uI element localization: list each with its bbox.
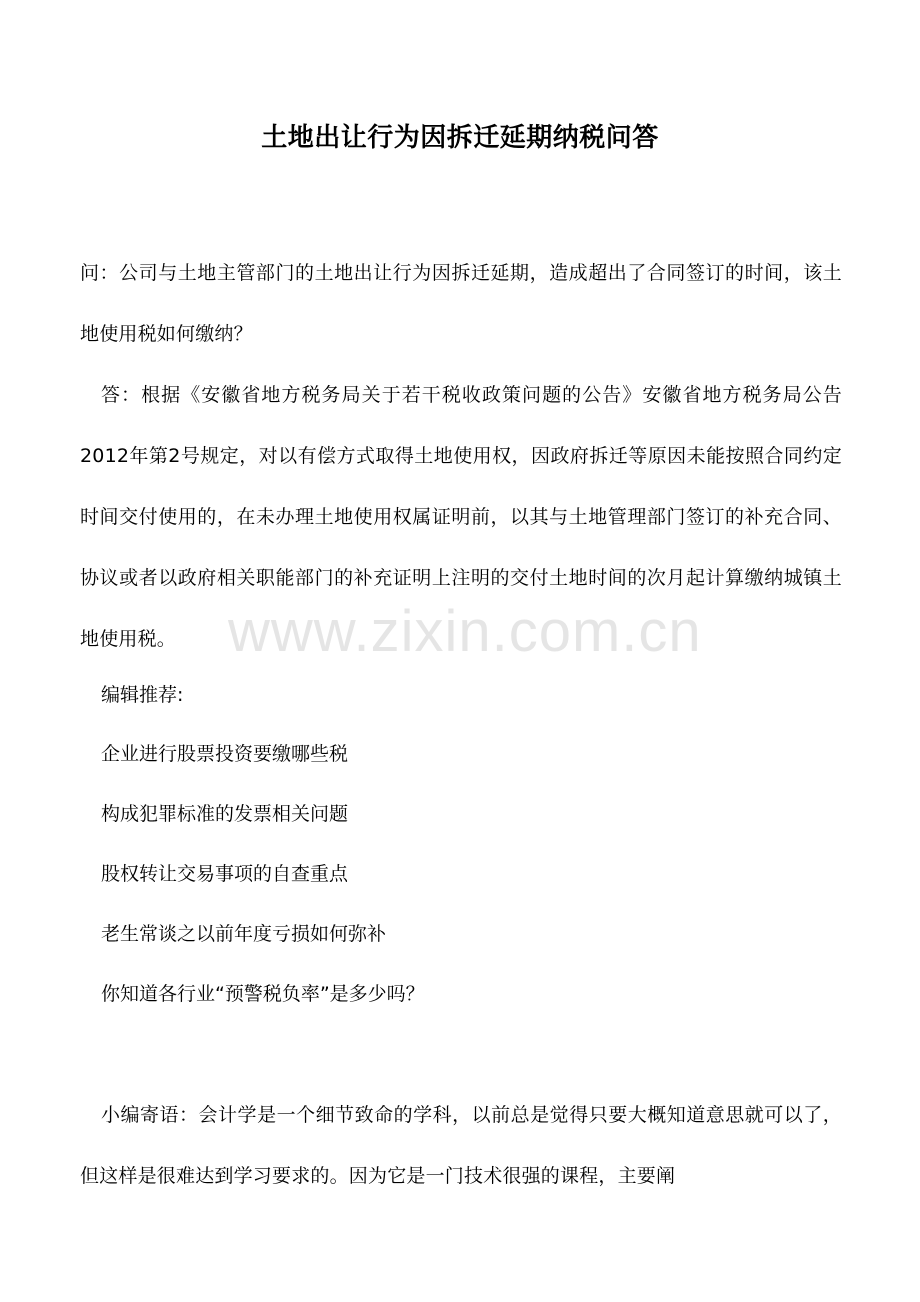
recommend-link-4[interactable]: 老生常谈之以前年度亏损如何弥补: [101, 923, 387, 945]
recommend-link-3[interactable]: 股权转让交易事项的自查重点: [101, 863, 349, 885]
question-paragraph: 问：公司与土地主管部门的土地出让行为因拆迁延期，造成超出了合同签订的时间，该土地使用税如何缴纳？: [80, 262, 842, 345]
document-title: 土地出让行为因拆迁延期纳税问答: [261, 123, 659, 153]
closing-paragraph: 小编寄语：会计学是一个细节致命的学科，以前总是觉得只要大概知道意思就可以了，但这样是很难达到学习要求的。因为它是一门技术很强的课程，主要阐: [80, 1104, 842, 1187]
recommend-label: 编辑推荐:: [101, 684, 184, 706]
recommend-link-5[interactable]: 你知道各行业“预警税负率”是多少吗？: [101, 983, 425, 1005]
recommend-link-1[interactable]: 企业进行股票投资要缴哪些税: [101, 743, 349, 765]
watermark: www.zixin.com.cn: [228, 599, 702, 664]
recommend-link-2[interactable]: 构成犯罪标准的发票相关问题: [101, 803, 349, 825]
answer-paragraph: 答：根据《安徽省地方税务局关于若干税收政策问题的公告》安徽省地方税务局公告2012年第2号规定，对以有偿方式取得土地使用权，因政府拆迁等原因未能按照合同约定时间交付使用的，在未办理土地使用权属证明前，以其与土地管理部门签订的补充合同、协议或者以政府相关职能部门的补充证明上注明的交付土地时间的次月起计算缴纳城镇土地使用税。: [80, 384, 842, 650]
